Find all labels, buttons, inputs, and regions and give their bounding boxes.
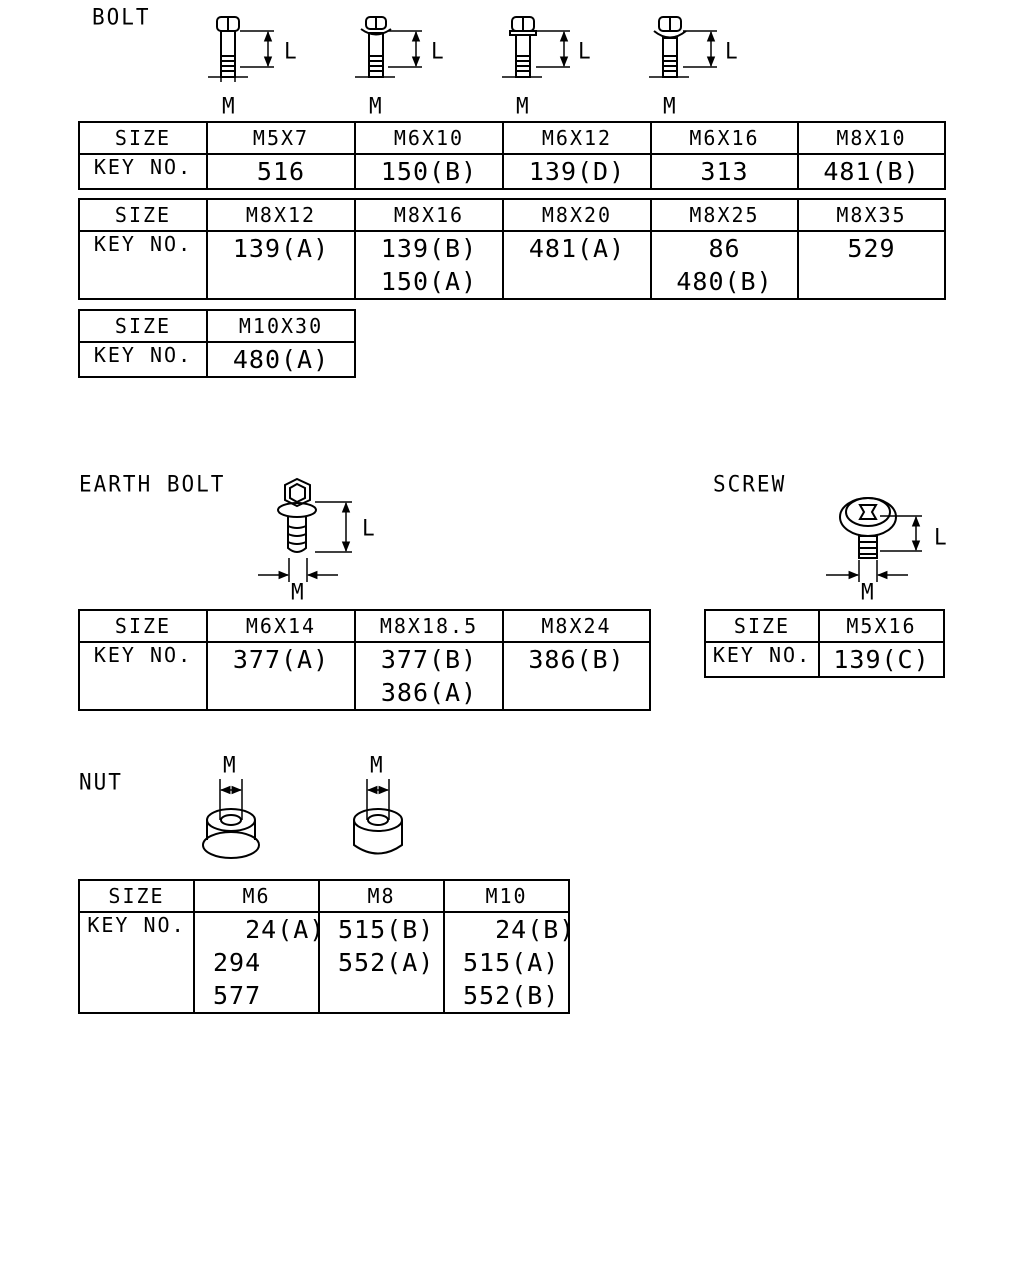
bolt-drawing-4 [649, 17, 717, 77]
table-row [79, 199, 945, 231]
key-value: 481(B) [823, 157, 920, 186]
size-cell: M5X7 [207, 122, 355, 154]
bolt1-l-label: L [284, 38, 299, 64]
size-cell: M6X10 [355, 122, 503, 154]
bolt3-m-label: M [516, 93, 531, 119]
screw-l-label: L [934, 524, 949, 550]
table-row [79, 912, 569, 1013]
size-cell: M8X35 [798, 199, 945, 231]
size-cell: M10 [444, 880, 569, 912]
key-value: 529 [847, 234, 896, 263]
bolt4-l-label: L [725, 38, 740, 64]
bolt-drawing-2 [355, 17, 422, 77]
key-cell [651, 154, 798, 189]
bolt1-m-label: M [222, 93, 237, 119]
size-header: SIZE [79, 122, 207, 154]
key-cell [503, 231, 651, 299]
screw-section-title: SCREW [713, 471, 787, 497]
key-value: 577 [213, 981, 262, 1010]
key-cell [319, 912, 444, 1013]
size-cell: M8X20 [503, 199, 651, 231]
size-cell: M6X16 [651, 122, 798, 154]
bolt-drawing-3 [502, 17, 570, 77]
table-row [79, 154, 945, 189]
key-no-header: KEY NO. [705, 642, 819, 677]
key-value: 552(A) [338, 948, 435, 977]
key-value: 139(C) [833, 645, 930, 674]
nut-drawing-2 [354, 779, 402, 854]
size-cell: M8X12 [207, 199, 355, 231]
table-row [79, 231, 945, 299]
earth-bolt-section-title: EARTH BOLT [79, 471, 226, 497]
key-value: 377(A) [232, 645, 330, 674]
key-value: 377(B) [380, 645, 478, 674]
key-cell [207, 342, 355, 377]
key-value: 139(B) [380, 234, 478, 263]
key-value: 480(B) [676, 267, 773, 296]
bolt2-l-label: L [431, 38, 446, 64]
key-value: 150(A) [380, 267, 478, 296]
key-cell [207, 231, 355, 299]
key-cell [355, 231, 503, 299]
key-cell [503, 154, 651, 189]
key-value: 481(A) [528, 234, 626, 263]
size-cell: M8X18.5 [355, 610, 503, 642]
key-cell [207, 642, 355, 710]
key-value: 515(A) [463, 948, 560, 977]
bolt-drawing-1 [208, 17, 274, 82]
key-value: 313 [700, 157, 749, 186]
size-header: SIZE [705, 610, 819, 642]
size-header: SIZE [79, 880, 194, 912]
key-value: 24(A) [213, 915, 326, 944]
earth-bolt-table [78, 609, 651, 711]
size-header: SIZE [79, 610, 207, 642]
key-value: 515(B) [338, 915, 435, 944]
size-cell: M8 [319, 880, 444, 912]
key-value: 480(A) [232, 345, 330, 374]
nut-drawing-1 [203, 779, 259, 858]
key-cell [207, 154, 355, 189]
size-cell: M6X12 [503, 122, 651, 154]
key-cell [503, 642, 650, 710]
key-value: 150(B) [380, 157, 478, 186]
size-cell: M8X16 [355, 199, 503, 231]
key-no-header: KEY NO. [79, 912, 194, 1013]
earth-bolt-m-label: M [291, 579, 306, 605]
table-row [79, 310, 355, 342]
key-no-header: KEY NO. [79, 154, 207, 189]
table-row [79, 642, 650, 710]
nut-section-title: NUT [79, 769, 123, 795]
key-no-header: KEY NO. [79, 642, 207, 710]
key-cell [798, 231, 945, 299]
size-cell: M8X25 [651, 199, 798, 231]
key-cell [355, 642, 503, 710]
key-value: 86 [708, 234, 741, 263]
key-value: 139(A) [232, 234, 330, 263]
table-row [79, 342, 355, 377]
nut-table [78, 879, 576, 1014]
size-cell: M8X10 [798, 122, 945, 154]
bolt-table-3 [78, 309, 356, 378]
key-value: 516 [256, 157, 306, 186]
size-cell: M10X30 [207, 310, 355, 342]
table-row [79, 610, 650, 642]
key-value: 386(A) [380, 678, 478, 707]
earth-bolt-l-label: L [362, 515, 377, 541]
table-row [79, 880, 569, 912]
size-header: SIZE [79, 199, 207, 231]
bolt3-l-label: L [578, 38, 593, 64]
key-value: 386(B) [528, 645, 625, 674]
screw-table [704, 609, 945, 678]
key-cell [819, 642, 944, 677]
key-no-header: KEY NO. [79, 231, 207, 299]
key-value: 552(B) [463, 981, 560, 1010]
table-row [705, 642, 944, 677]
screw-drawing [826, 498, 922, 582]
bolt-table-2 [78, 198, 946, 300]
key-value: 24(B) [463, 915, 576, 944]
nut1-m-label: M [223, 752, 238, 778]
size-header: SIZE [79, 310, 207, 342]
bolt-section-title: BOLT [92, 4, 151, 30]
earth-bolt-drawing [258, 479, 352, 582]
size-cell: M8X24 [503, 610, 650, 642]
screw-m-label: M [861, 579, 876, 605]
key-cell [194, 912, 326, 1013]
key-cell [651, 231, 798, 299]
key-value: 139(D) [528, 157, 626, 186]
key-cell [355, 154, 503, 189]
key-no-header: KEY NO. [79, 342, 207, 377]
key-value: 294 [213, 948, 262, 977]
table-row [79, 122, 945, 154]
table-row [705, 610, 944, 642]
size-cell: M6X14 [207, 610, 355, 642]
nut2-m-label: M [370, 752, 385, 778]
key-cell [798, 154, 945, 189]
bolt4-m-label: M [663, 93, 678, 119]
bolt2-m-label: M [369, 93, 384, 119]
key-cell [444, 912, 576, 1013]
size-cell: M5X16 [819, 610, 944, 642]
bolt-table-1 [78, 121, 946, 190]
size-cell: M6 [194, 880, 319, 912]
